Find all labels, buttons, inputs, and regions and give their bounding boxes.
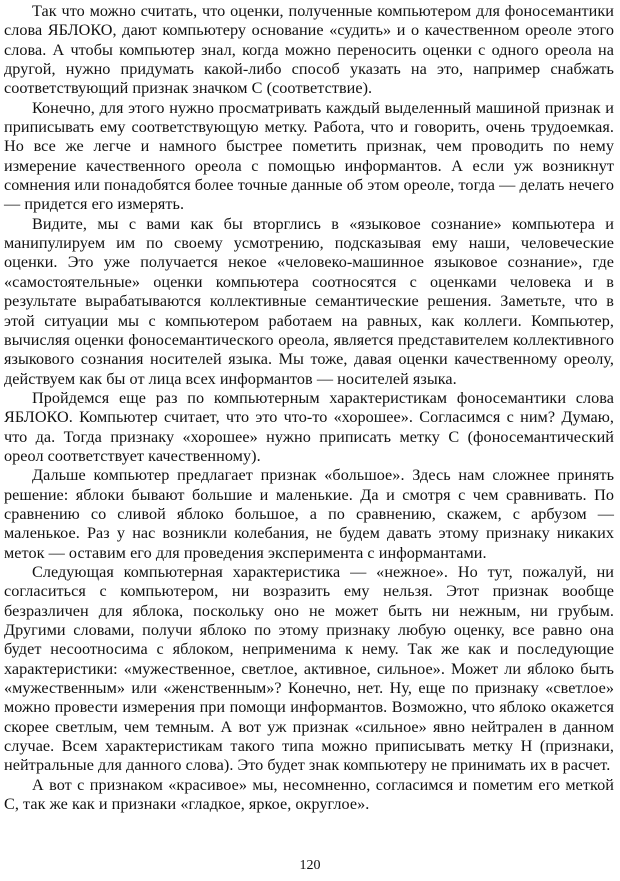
paragraph: Следующая компьютерная характеристика — «нежное». Но тут, пожалуй, ни согласиться с компьютером, ни возразить ему нельзя. Этот признак вообще безразличен для яблока, поскольку оно не может быть ни нежным, ни грубым. Другими словами, получи яблоко по этому признаку любую оценку, все равно она будет несоотносима с яблоком, неприменима к нему. Так же как и последующие характеристики: «мужественное, светлое, активное, сильное». Может ли яблоко быть «мужественным» или «женственным»? Конечно, нет. Ну, еще по признаку «светлое» можно провести измерения при помощи информантов. Возможно, что яблоко окажется скорее светлым, чем темным. А вот уж признак «сильное» явно нейтрален в данном случае. Всем характеристикам такого типа можно приписывать метку Н (признаки, нейтральные для данного слова). Это будет знак компьютеру не принимать их в расчет. bbox=[4, 562, 614, 775]
paragraph: Дальше компьютер предлагает признак «большое». Здесь нам сложнее принять решение: яблоки бывают большие и маленькие. Да и смотря с чем сравнивать. По сравнению со сливой яблоко большое, а по сравнению, скажем, с арбузом — маленькое. Раз у нас возникли колебания, не будем давать этому признаку никаких меток — оставим его для проведения эксперимента с информантами. bbox=[4, 466, 614, 562]
paragraph: Пройдемся еще раз по компьютерным характеристикам фоносемантики слова ЯБЛОКО. Компьютер считает, что это что-то «хорошее». Согласимся с ним? Думаю, что да. Тогда признаку «хорошее» нужно приписать метку С (фоносемантический ореол соответствует качественному). bbox=[4, 388, 614, 465]
paragraph: Видите, мы с вами как бы вторглись в «языковое сознание» компьютера и манипулируем им по своему усмотрению, подсказывая ему наши, человеческие оценки. Это уже получается некое «человеко-машинное языковое сознание», где «самостоятельные» оценки компьютера соотносятся с оценками человека и в результате вырабатываются коллективные семантические решения. Заметьте, что в этой ситуации мы с компьютером работаем на равных, как коллеги. Компьютер, вычисляя оценки фоносемантического ореола, является представителем коллективного языкового сознания носителей языка. Мы тоже, давая оценки качественному ореолу, действуем как бы от лица всех информантов — носителей языка. bbox=[4, 214, 614, 388]
paragraph: Так что можно считать, что оценки, полученные компьютером для фоносемантики слова ЯБЛОКО, дают компьютеру основание «судить» и о качественном ореоле этого слова. А чтобы компьютер знал, когда можно переносить оценки с одного ореола на другой, нужно придумать какой-либо способ указать на это, например снабжать соответствующий признак значком С (соответствие). bbox=[4, 2, 614, 98]
paragraph: А вот с признаком «красивое» мы, несомненно, согласимся и пометим его меткой С, так же как и признаки «гладкое, яркое, округлое». bbox=[4, 775, 614, 814]
page-number: 120 bbox=[299, 858, 321, 873]
paragraph: Конечно, для этого нужно просматривать каждый выделенный машиной признак и приписывать ему соответствующую метку. Работа, что и говорить, очень трудоемкая. Но все же легче и намного быстрее пометить признак, чем проводить по нему измерение качественного ореола с помощью информантов. А если уж возникнут сомнения или понадобятся более точные данные об этом ореоле, тогда — делать нечего — придется его измерять. bbox=[4, 98, 614, 214]
body-text bbox=[4, 2, 614, 814]
